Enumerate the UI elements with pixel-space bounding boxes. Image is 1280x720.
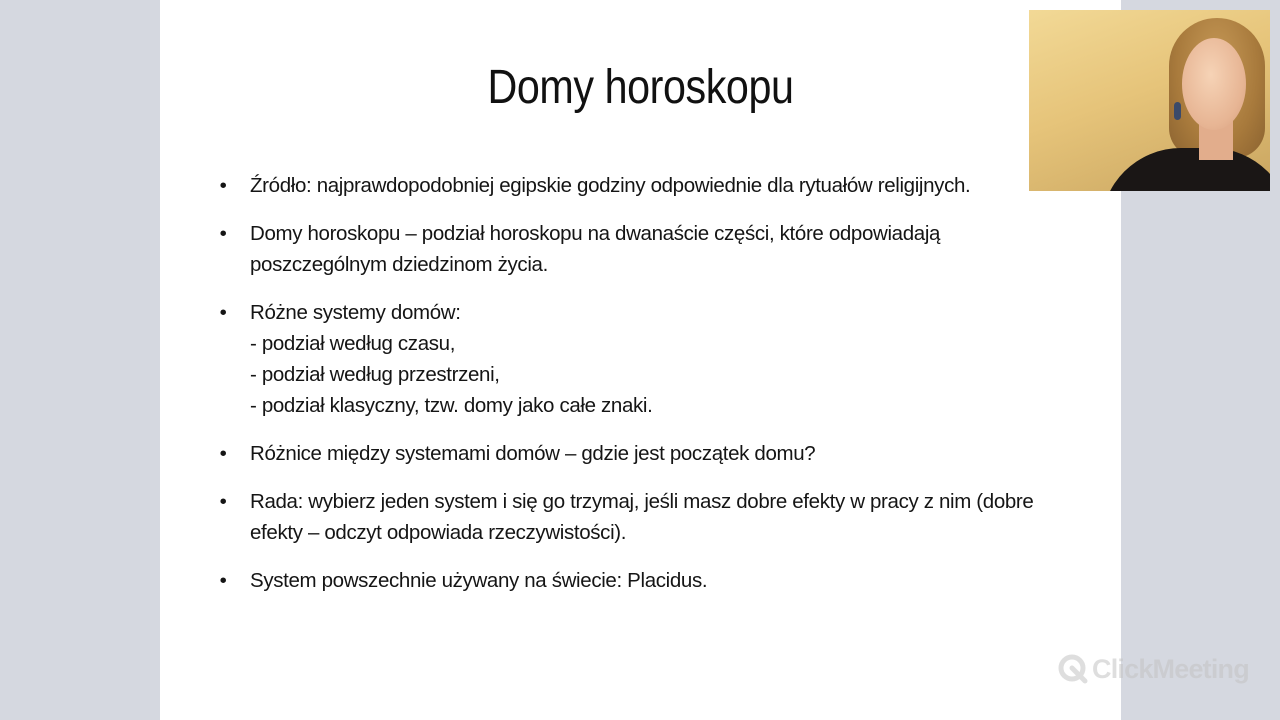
bullet-marker: • <box>219 569 227 592</box>
bullet-text: Różnice między systemami domów – gdzie jest początek domu? <box>250 442 816 465</box>
bullet-marker: • <box>219 301 227 324</box>
bullet-text: poszczególnym dziedzinom życia. <box>250 253 548 276</box>
bullet-item <box>216 170 1076 201</box>
clickmeeting-logo-icon <box>1058 654 1088 684</box>
bullet-text: Różne systemy domów: <box>250 301 461 324</box>
watermark-text: ClickMeeting <box>1092 653 1249 684</box>
bullet-item <box>216 486 1076 548</box>
presenter-face <box>1182 38 1246 130</box>
bullet-subitem: - podział według przestrzeni, <box>250 363 500 386</box>
presenter-body <box>1101 148 1270 191</box>
bullet-text: System powszechnie używany na świecie: Placidus. <box>250 569 708 592</box>
bullet-marker: • <box>219 174 227 197</box>
bullet-text: efekty – odczyt odpowiada rzeczywistości). <box>250 521 627 544</box>
bullet-text: Źródło: najprawdopodobniej egipskie godziny odpowiednie dla rytuałów religijnych. <box>250 174 971 197</box>
presenter-webcam-video[interactable] <box>1029 10 1270 191</box>
bullet-text: Domy horoskopu – podział horoskopu na dwanaście części, które odpowiadają <box>250 222 941 245</box>
presenter-earring <box>1174 102 1181 120</box>
bullet-subitem: - podział klasyczny, tzw. domy jako całe znaki. <box>250 394 653 417</box>
bullet-marker: • <box>219 490 227 513</box>
bullet-marker: • <box>219 222 227 245</box>
bullet-text: Rada: wybierz jeden system i się go trzymaj, jeśli masz dobre efekty w pracy z nim (dobre <box>250 490 1034 513</box>
presentation-slide <box>160 0 1121 720</box>
bullet-item <box>216 565 1076 596</box>
bullet-subitem: - podział według czasu, <box>250 332 456 355</box>
bullet-list <box>216 170 1076 613</box>
bullet-item <box>216 438 1076 469</box>
bullet-item <box>216 218 1076 280</box>
clickmeeting-watermark <box>1058 650 1249 688</box>
slide-title: Domy horoskopu <box>487 61 794 114</box>
bullet-item <box>216 297 1076 421</box>
bullet-marker: • <box>219 442 227 465</box>
